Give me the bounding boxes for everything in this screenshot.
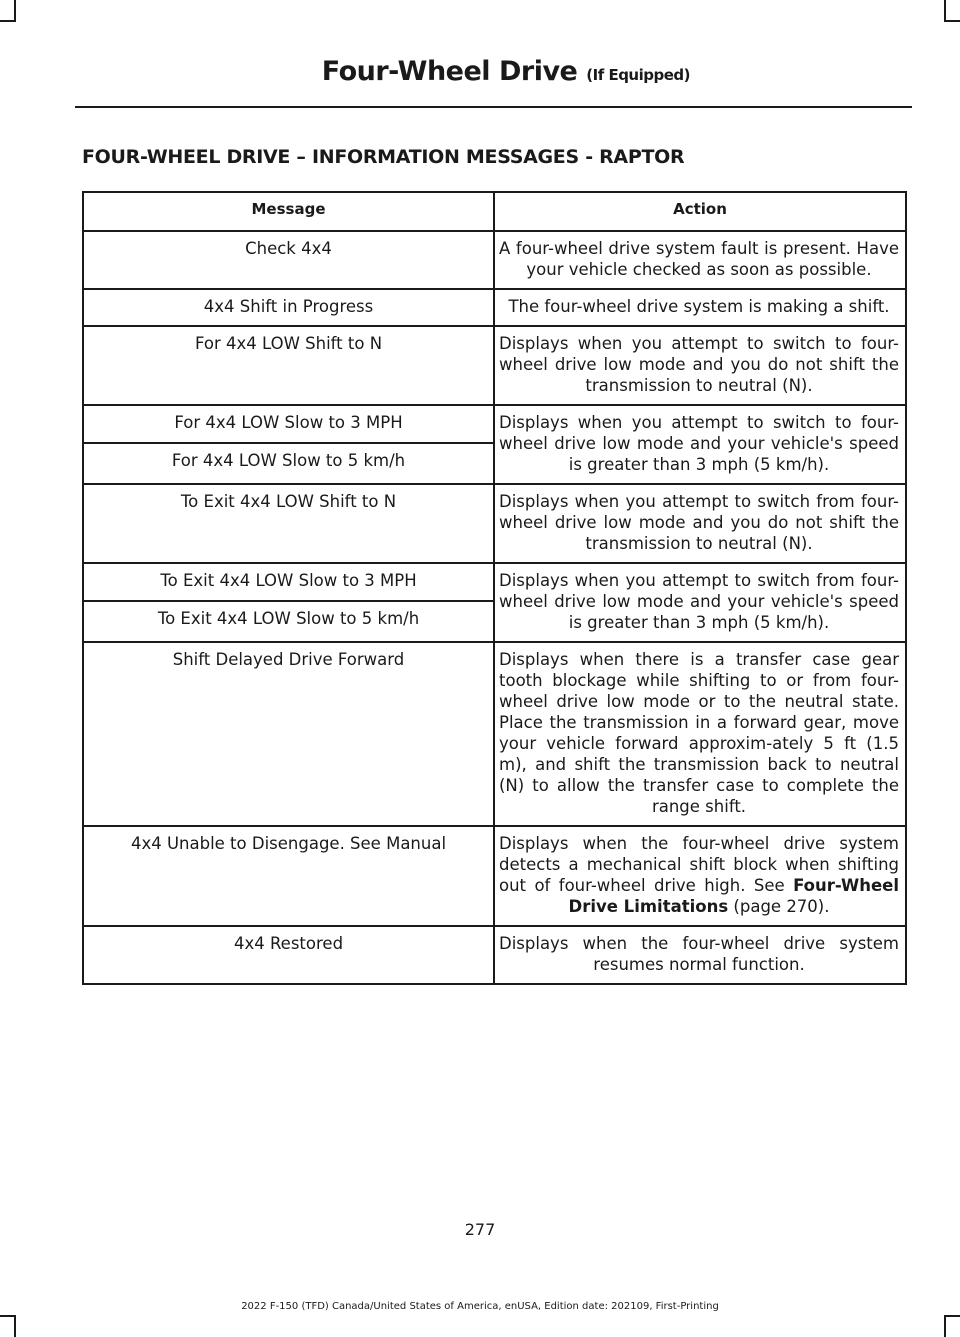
page-header: [322, 56, 690, 87]
message-cell: 4x4 Unable to Disengage. See Manual: [83, 826, 494, 926]
header-subtitle: (If Equipped): [586, 66, 690, 84]
crop-mark: [0, 1315, 16, 1317]
crop-mark: [0, 20, 16, 22]
header-title: Four-Wheel Drive: [321, 56, 578, 87]
action-cell: [494, 826, 906, 926]
table-row: [83, 326, 906, 405]
table-row: [83, 484, 906, 563]
action-text: Displays when the four-wheel drive system detects a mechanical shift block when shifting out of four-wheel drive high. See: [499, 834, 899, 895]
table-row: [83, 231, 906, 289]
column-header-action: Action: [494, 192, 906, 231]
crop-mark: [14, 0, 16, 22]
message-cell: To Exit 4x4 LOW Slow to 5 km/h: [83, 601, 494, 642]
crop-mark: [944, 1315, 946, 1337]
action-cell: Displays when you attempt to switch from four-wheel drive low mode and you do not shift the transmission to neutral (N).: [494, 484, 906, 563]
table-row: [83, 826, 906, 926]
action-cell: Displays when you attempt to switch to four-wheel drive low mode and your vehicle's speed is greater than 3 mph (5 km/h).: [494, 405, 906, 484]
crop-mark: [14, 1315, 16, 1337]
section-title: FOUR-WHEEL DRIVE – INFORMATION MESSAGES - RAPTOR: [82, 146, 685, 168]
action-cell: Displays when you attempt to switch to four-wheel drive low mode and you do not shift the transmission to neutral (N).: [494, 326, 906, 405]
action-cell: Displays when there is a transfer case gear tooth blockage while shifting to or from four-wheel drive low mode or to the neutral state. Place the transmission in a forward gear, move your vehicle forward approxim-ately 5 ft (1.5 m), and shift the transmission back to neutral (N) to allow the transfer case to complete the range shift.: [494, 642, 906, 826]
crop-mark: [944, 1315, 960, 1317]
message-cell: For 4x4 LOW Slow to 5 km/h: [83, 443, 494, 484]
message-cell: To Exit 4x4 LOW Slow to 3 MPH: [83, 563, 494, 601]
table-row: [83, 289, 906, 326]
message-cell: 4x4 Restored: [83, 926, 494, 984]
cross-reference-link[interactable]: Four-Wheel Drive Limitations: [568, 876, 899, 916]
action-cell: Displays when you attempt to switch from four-wheel drive low mode and your vehicle's speed is greater than 3 mph (5 km/h).: [494, 563, 906, 642]
crop-mark: [944, 20, 960, 22]
action-cell: A four-wheel drive system fault is present. Have your vehicle checked as soon as possible.: [494, 231, 906, 289]
message-cell: For 4x4 LOW Slow to 3 MPH: [83, 405, 494, 443]
messages-table: [82, 191, 907, 985]
page-reference: (page 270).: [733, 897, 830, 916]
table-row: [83, 926, 906, 984]
table-row: [83, 563, 906, 601]
message-cell: 4x4 Shift in Progress: [83, 289, 494, 326]
message-cell: For 4x4 LOW Shift to N: [83, 326, 494, 405]
table-row: [83, 642, 906, 826]
table-row: [83, 405, 906, 443]
action-cell: The four-wheel drive system is making a shift.: [494, 289, 906, 326]
message-cell: To Exit 4x4 LOW Shift to N: [83, 484, 494, 563]
page-number: 277: [464, 1220, 496, 1239]
table-header-row: [83, 192, 906, 231]
message-cell: Check 4x4: [83, 231, 494, 289]
footer-edition-info: 2022 F-150 (TFD) Canada/United States of America, enUSA, Edition date: 202109, First-Printing: [241, 1301, 719, 1312]
header-divider: [75, 106, 912, 108]
message-cell: Shift Delayed Drive Forward: [83, 642, 494, 826]
crop-mark: [944, 0, 946, 22]
action-cell: Displays when the four-wheel drive system resumes normal function.: [494, 926, 906, 984]
column-header-message: Message: [83, 192, 494, 231]
